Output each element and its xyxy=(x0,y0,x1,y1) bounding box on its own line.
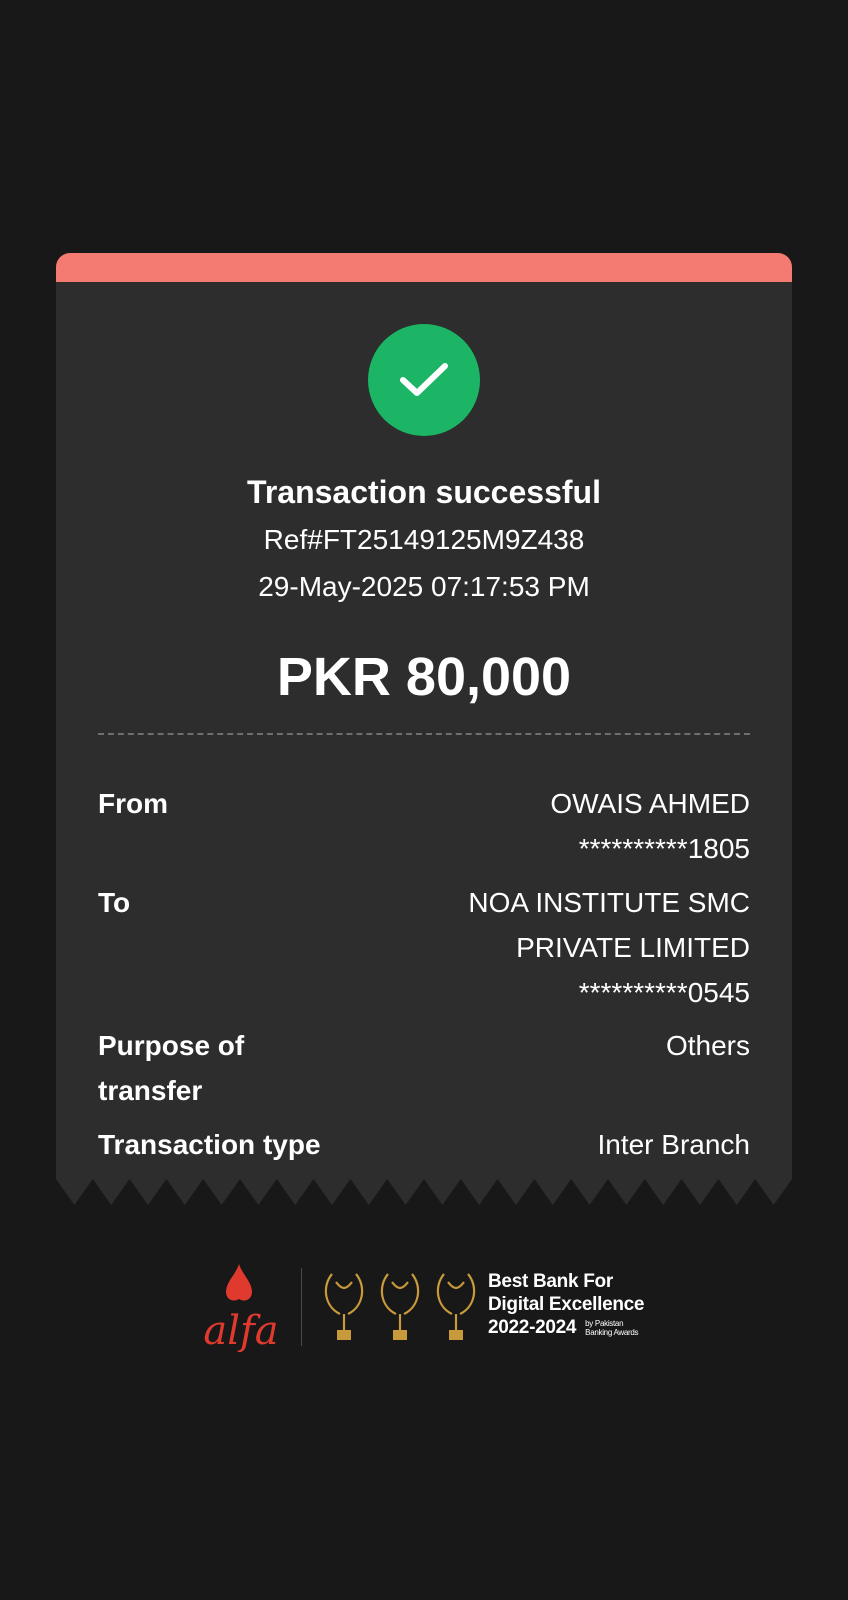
from-value xyxy=(370,781,750,871)
detail-row-purpose xyxy=(98,1023,750,1113)
alfa-brand-text: alfa xyxy=(203,1308,279,1352)
purpose-label-line1: Purpose of xyxy=(98,1030,245,1061)
alfa-logo-icon xyxy=(196,1262,286,1352)
to-account: **********0545 xyxy=(578,977,750,1008)
award-line3 xyxy=(488,1316,645,1339)
trophy-icon xyxy=(320,1268,484,1346)
purpose-value xyxy=(370,1023,750,1068)
award-years: 2022-2024 xyxy=(488,1317,577,1338)
transaction-amount: PKR 80,000 xyxy=(276,647,572,707)
receipt-accent-strip xyxy=(56,253,792,282)
receipt-body xyxy=(56,282,792,1179)
from-account: **********1805 xyxy=(578,833,750,864)
purpose-label-line2: transfer xyxy=(98,1075,203,1106)
transaction-status-title: Transaction successful xyxy=(247,474,601,510)
award-byline xyxy=(585,1319,645,1337)
purpose-label xyxy=(98,1023,358,1113)
to-name-line2: PRIVATE LIMITED xyxy=(516,932,750,963)
footer-branding xyxy=(196,1262,666,1352)
success-check-icon xyxy=(368,324,480,436)
receipt-zigzag-edge xyxy=(56,1179,792,1205)
transaction-type-value xyxy=(370,1122,750,1167)
transaction-datetime: 29-May-2025 07:17:53 PM xyxy=(258,571,590,602)
to-label: To xyxy=(98,887,131,918)
award-line2: Digital Excellence xyxy=(488,1294,645,1315)
dashed-divider xyxy=(98,733,750,735)
detail-row-from xyxy=(98,781,750,871)
award-byline-2: Banking Awards xyxy=(585,1327,639,1337)
award-line1: Best Bank For xyxy=(488,1271,613,1292)
transaction-type-value-text: Inter Branch xyxy=(597,1129,750,1160)
detail-row-transaction-type xyxy=(98,1122,750,1167)
from-name: OWAIS AHMED xyxy=(550,788,750,819)
detail-row-to xyxy=(98,880,750,1015)
purpose-value-text: Others xyxy=(665,1030,750,1061)
to-value xyxy=(370,880,750,1015)
to-name-line1: NOA INSTITUTE SMC xyxy=(468,887,750,918)
transaction-reference: Ref#FT25149125M9Z438 xyxy=(263,524,585,555)
footer-separator xyxy=(301,1268,302,1346)
transaction-receipt xyxy=(56,253,792,1205)
transaction-type-label: Transaction type xyxy=(98,1129,321,1160)
award-text xyxy=(488,1270,645,1339)
from-label: From xyxy=(98,788,168,819)
award-byline-1: by Pakistan xyxy=(585,1318,624,1328)
